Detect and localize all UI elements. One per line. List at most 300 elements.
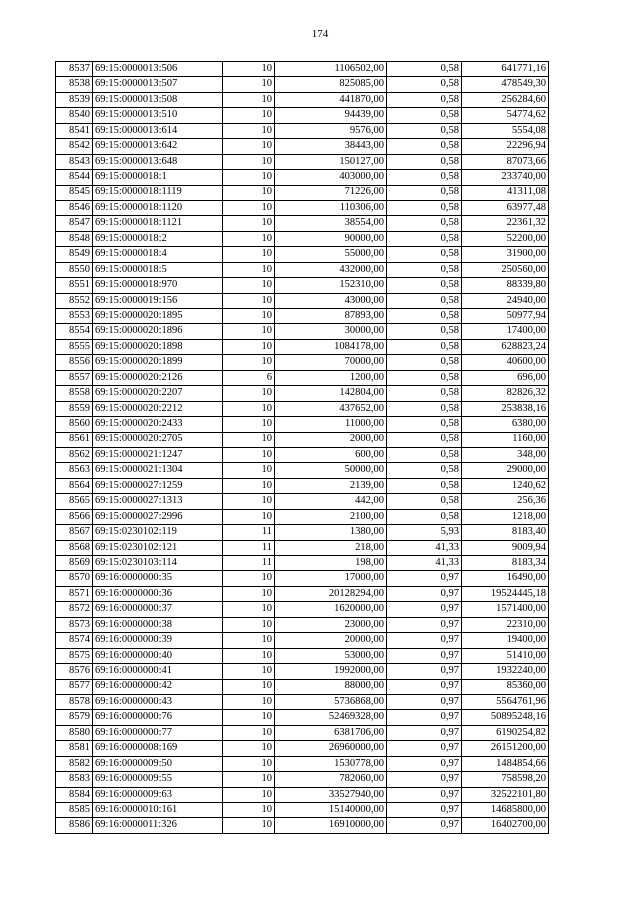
tax-rate-cell: 41,33 xyxy=(387,556,462,571)
tax-rate-cell: 0,58 xyxy=(387,216,462,231)
category-cell: 10 xyxy=(223,293,275,308)
table-row xyxy=(56,586,549,601)
tax-amount-cell: 63977,48 xyxy=(462,200,549,215)
tax-rate-cell: 0,58 xyxy=(387,108,462,123)
cadastral-number-cell: 69:16:0000000:38 xyxy=(93,617,223,632)
row-number-cell: 8564 xyxy=(56,478,93,493)
table-row xyxy=(56,108,549,123)
category-cell: 10 xyxy=(223,772,275,787)
tax-amount-cell: 14685800,00 xyxy=(462,803,549,818)
tax-amount-cell: 9009,94 xyxy=(462,540,549,555)
category-cell: 10 xyxy=(223,756,275,771)
tax-amount-cell: 256,36 xyxy=(462,494,549,509)
row-number-cell: 8551 xyxy=(56,278,93,293)
tax-rate-cell: 0,58 xyxy=(387,62,462,77)
category-cell: 10 xyxy=(223,432,275,447)
tax-amount-cell: 1932240,00 xyxy=(462,664,549,679)
cadastral-value-cell: 2000,00 xyxy=(275,432,387,447)
tax-amount-cell: 22361,32 xyxy=(462,216,549,231)
cadastral-value-cell: 11000,00 xyxy=(275,417,387,432)
category-cell: 10 xyxy=(223,478,275,493)
tax-amount-cell: 1484854,66 xyxy=(462,756,549,771)
cadastral-value-cell: 43000,00 xyxy=(275,293,387,308)
cadastral-number-cell: 69:16:0000000:42 xyxy=(93,679,223,694)
row-number-cell: 8577 xyxy=(56,679,93,694)
table-row xyxy=(56,339,549,354)
cadastral-number-cell: 69:16:0000000:77 xyxy=(93,725,223,740)
tax-amount-cell: 40600,00 xyxy=(462,355,549,370)
row-number-cell: 8545 xyxy=(56,185,93,200)
tax-rate-cell: 0,97 xyxy=(387,648,462,663)
tax-amount-cell: 26151200,00 xyxy=(462,741,549,756)
table-row xyxy=(56,123,549,138)
row-number-cell: 8541 xyxy=(56,123,93,138)
tax-rate-cell: 0,97 xyxy=(387,694,462,709)
tax-amount-cell: 8183,34 xyxy=(462,556,549,571)
table-row xyxy=(56,679,549,694)
row-number-cell: 8552 xyxy=(56,293,93,308)
cadastral-number-cell: 69:15:0000019:156 xyxy=(93,293,223,308)
category-cell: 10 xyxy=(223,494,275,509)
category-cell: 10 xyxy=(223,401,275,416)
row-number-cell: 8542 xyxy=(56,139,93,154)
table-row xyxy=(56,386,549,401)
table-row xyxy=(56,417,549,432)
row-number-cell: 8576 xyxy=(56,664,93,679)
cadastral-number-cell: 69:16:0000009:63 xyxy=(93,787,223,802)
table-row xyxy=(56,92,549,107)
land-register-table xyxy=(55,61,549,834)
cadastral-number-cell: 69:15:0000020:2705 xyxy=(93,432,223,447)
category-cell: 10 xyxy=(223,123,275,138)
category-cell: 10 xyxy=(223,386,275,401)
cadastral-value-cell: 403000,00 xyxy=(275,170,387,185)
tax-amount-cell: 87073,66 xyxy=(462,154,549,169)
tax-amount-cell: 1240,62 xyxy=(462,478,549,493)
category-cell: 11 xyxy=(223,556,275,571)
tax-amount-cell: 50895248,16 xyxy=(462,710,549,725)
table-row xyxy=(56,756,549,771)
tax-rate-cell: 0,58 xyxy=(387,401,462,416)
cadastral-number-cell: 69:15:0230102:119 xyxy=(93,525,223,540)
cadastral-number-cell: 69:16:0000000:36 xyxy=(93,586,223,601)
tax-amount-cell: 5554,08 xyxy=(462,123,549,138)
category-cell: 10 xyxy=(223,139,275,154)
tax-amount-cell: 41311,08 xyxy=(462,185,549,200)
row-number-cell: 8586 xyxy=(56,818,93,833)
tax-amount-cell: 19400,00 xyxy=(462,633,549,648)
cadastral-number-cell: 69:15:0000013:648 xyxy=(93,154,223,169)
table-row xyxy=(56,525,549,540)
table-row xyxy=(56,648,549,663)
table-row xyxy=(56,556,549,571)
cadastral-value-cell: 20128294,00 xyxy=(275,586,387,601)
row-number-cell: 8585 xyxy=(56,803,93,818)
row-number-cell: 8543 xyxy=(56,154,93,169)
category-cell: 6 xyxy=(223,370,275,385)
tax-rate-cell: 0,58 xyxy=(387,262,462,277)
row-number-cell: 8579 xyxy=(56,710,93,725)
tax-rate-cell: 0,97 xyxy=(387,725,462,740)
category-cell: 10 xyxy=(223,633,275,648)
row-number-cell: 8580 xyxy=(56,725,93,740)
tax-amount-cell: 51410,00 xyxy=(462,648,549,663)
cadastral-number-cell: 69:16:0000000:76 xyxy=(93,710,223,725)
cadastral-number-cell: 69:15:0000018:1121 xyxy=(93,216,223,231)
tax-rate-cell: 0,97 xyxy=(387,772,462,787)
category-cell: 10 xyxy=(223,648,275,663)
tax-rate-cell: 0,58 xyxy=(387,170,462,185)
table-row xyxy=(56,355,549,370)
tax-rate-cell: 0,58 xyxy=(387,309,462,324)
tax-rate-cell: 0,97 xyxy=(387,710,462,725)
cadastral-value-cell: 20000,00 xyxy=(275,633,387,648)
row-number-cell: 8559 xyxy=(56,401,93,416)
category-cell: 10 xyxy=(223,710,275,725)
table-row xyxy=(56,617,549,632)
cadastral-value-cell: 1380,00 xyxy=(275,525,387,540)
cadastral-value-cell: 30000,00 xyxy=(275,324,387,339)
row-number-cell: 8584 xyxy=(56,787,93,802)
tax-rate-cell: 0,97 xyxy=(387,633,462,648)
tax-amount-cell: 253838,16 xyxy=(462,401,549,416)
table-row xyxy=(56,602,549,617)
row-number-cell: 8574 xyxy=(56,633,93,648)
row-number-cell: 8554 xyxy=(56,324,93,339)
table-row xyxy=(56,710,549,725)
category-cell: 10 xyxy=(223,77,275,92)
cadastral-value-cell: 2100,00 xyxy=(275,509,387,524)
cadastral-value-cell: 71226,00 xyxy=(275,185,387,200)
tax-rate-cell: 0,58 xyxy=(387,278,462,293)
cadastral-value-cell: 90000,00 xyxy=(275,231,387,246)
table-row xyxy=(56,170,549,185)
cadastral-value-cell: 1200,00 xyxy=(275,370,387,385)
row-number-cell: 8566 xyxy=(56,509,93,524)
tax-rate-cell: 0,58 xyxy=(387,324,462,339)
table-row xyxy=(56,324,549,339)
tax-amount-cell: 1160,00 xyxy=(462,432,549,447)
cadastral-number-cell: 69:16:0000009:55 xyxy=(93,772,223,787)
table-row xyxy=(56,803,549,818)
category-cell: 10 xyxy=(223,586,275,601)
tax-amount-cell: 5564761,96 xyxy=(462,694,549,709)
tax-amount-cell: 250560,00 xyxy=(462,262,549,277)
tax-rate-cell: 0,58 xyxy=(387,494,462,509)
category-cell: 10 xyxy=(223,92,275,107)
row-number-cell: 8563 xyxy=(56,463,93,478)
tax-amount-cell: 256284,60 xyxy=(462,92,549,107)
category-cell: 10 xyxy=(223,62,275,77)
cadastral-value-cell: 94439,00 xyxy=(275,108,387,123)
row-number-cell: 8570 xyxy=(56,571,93,586)
tax-amount-cell: 233740,00 xyxy=(462,170,549,185)
tax-rate-cell: 0,97 xyxy=(387,602,462,617)
table-row xyxy=(56,447,549,462)
table-row xyxy=(56,401,549,416)
cadastral-value-cell: 150127,00 xyxy=(275,154,387,169)
cadastral-number-cell: 69:15:0000013:510 xyxy=(93,108,223,123)
cadastral-value-cell: 437652,00 xyxy=(275,401,387,416)
cadastral-value-cell: 23000,00 xyxy=(275,617,387,632)
tax-rate-cell: 0,58 xyxy=(387,463,462,478)
cadastral-number-cell: 69:15:0000021:1304 xyxy=(93,463,223,478)
table-row xyxy=(56,725,549,740)
tax-rate-cell: 0,97 xyxy=(387,571,462,586)
cadastral-value-cell: 9576,00 xyxy=(275,123,387,138)
cadastral-number-cell: 69:15:0000018:1119 xyxy=(93,185,223,200)
table-row xyxy=(56,664,549,679)
category-cell: 10 xyxy=(223,309,275,324)
cadastral-number-cell: 69:15:0000020:2433 xyxy=(93,417,223,432)
row-number-cell: 8557 xyxy=(56,370,93,385)
cadastral-value-cell: 198,00 xyxy=(275,556,387,571)
table-row xyxy=(56,247,549,262)
row-number-cell: 8583 xyxy=(56,772,93,787)
tax-rate-cell: 0,58 xyxy=(387,123,462,138)
tax-rate-cell: 0,58 xyxy=(387,509,462,524)
cadastral-value-cell: 142804,00 xyxy=(275,386,387,401)
tax-rate-cell: 0,58 xyxy=(387,185,462,200)
tax-amount-cell: 8183,40 xyxy=(462,525,549,540)
table-row xyxy=(56,818,549,833)
row-number-cell: 8568 xyxy=(56,540,93,555)
cadastral-value-cell: 87893,00 xyxy=(275,309,387,324)
cadastral-value-cell: 1620000,00 xyxy=(275,602,387,617)
cadastral-number-cell: 69:15:0000018:4 xyxy=(93,247,223,262)
cadastral-value-cell: 38554,00 xyxy=(275,216,387,231)
table-row xyxy=(56,231,549,246)
tax-amount-cell: 17400,00 xyxy=(462,324,549,339)
tax-rate-cell: 0,97 xyxy=(387,679,462,694)
row-number-cell: 8571 xyxy=(56,586,93,601)
category-cell: 10 xyxy=(223,509,275,524)
table-row xyxy=(56,262,549,277)
cadastral-number-cell: 69:15:0000013:507 xyxy=(93,77,223,92)
cadastral-number-cell: 69:16:0000011:326 xyxy=(93,818,223,833)
cadastral-value-cell: 442,00 xyxy=(275,494,387,509)
tax-amount-cell: 19524445,18 xyxy=(462,586,549,601)
row-number-cell: 8553 xyxy=(56,309,93,324)
category-cell: 10 xyxy=(223,278,275,293)
cadastral-number-cell: 69:16:0000000:37 xyxy=(93,602,223,617)
row-number-cell: 8561 xyxy=(56,432,93,447)
cadastral-value-cell: 50000,00 xyxy=(275,463,387,478)
cadastral-number-cell: 69:15:0000018:2 xyxy=(93,231,223,246)
tax-amount-cell: 1571400,00 xyxy=(462,602,549,617)
category-cell: 10 xyxy=(223,355,275,370)
cadastral-value-cell: 6381706,00 xyxy=(275,725,387,740)
category-cell: 10 xyxy=(223,200,275,215)
cadastral-value-cell: 1084178,00 xyxy=(275,339,387,354)
cadastral-number-cell: 69:15:0000021:1247 xyxy=(93,447,223,462)
category-cell: 10 xyxy=(223,679,275,694)
cadastral-value-cell: 70000,00 xyxy=(275,355,387,370)
row-number-cell: 8560 xyxy=(56,417,93,432)
row-number-cell: 8537 xyxy=(56,62,93,77)
tax-amount-cell: 16402700,00 xyxy=(462,818,549,833)
tax-amount-cell: 85360,00 xyxy=(462,679,549,694)
category-cell: 11 xyxy=(223,525,275,540)
cadastral-number-cell: 69:16:0000000:40 xyxy=(93,648,223,663)
cadastral-number-cell: 69:15:0000020:2207 xyxy=(93,386,223,401)
tax-amount-cell: 22310,00 xyxy=(462,617,549,632)
cadastral-value-cell: 218,00 xyxy=(275,540,387,555)
category-cell: 10 xyxy=(223,108,275,123)
cadastral-number-cell: 69:15:0000020:2126 xyxy=(93,370,223,385)
row-number-cell: 8548 xyxy=(56,231,93,246)
tax-amount-cell: 6380,00 xyxy=(462,417,549,432)
cadastral-value-cell: 16910000,00 xyxy=(275,818,387,833)
cadastral-value-cell: 52469328,00 xyxy=(275,710,387,725)
table-row xyxy=(56,494,549,509)
table-row xyxy=(56,293,549,308)
row-number-cell: 8539 xyxy=(56,92,93,107)
table-row xyxy=(56,216,549,231)
cadastral-number-cell: 69:15:0000013:508 xyxy=(93,92,223,107)
cadastral-value-cell: 15140000,00 xyxy=(275,803,387,818)
tax-rate-cell: 0,58 xyxy=(387,478,462,493)
tax-rate-cell: 0,97 xyxy=(387,756,462,771)
category-cell: 10 xyxy=(223,247,275,262)
tax-amount-cell: 88339,80 xyxy=(462,278,549,293)
row-number-cell: 8569 xyxy=(56,556,93,571)
category-cell: 10 xyxy=(223,154,275,169)
tax-amount-cell: 24940,00 xyxy=(462,293,549,308)
row-number-cell: 8550 xyxy=(56,262,93,277)
category-cell: 10 xyxy=(223,617,275,632)
tax-rate-cell: 0,58 xyxy=(387,139,462,154)
cadastral-value-cell: 152310,00 xyxy=(275,278,387,293)
tax-amount-cell: 52200,00 xyxy=(462,231,549,246)
cadastral-number-cell: 69:16:0000000:43 xyxy=(93,694,223,709)
table-row xyxy=(56,478,549,493)
category-cell: 10 xyxy=(223,262,275,277)
table-row xyxy=(56,772,549,787)
tax-rate-cell: 0,58 xyxy=(387,447,462,462)
tax-rate-cell: 0,97 xyxy=(387,741,462,756)
cadastral-value-cell: 26960000,00 xyxy=(275,741,387,756)
table-row xyxy=(56,154,549,169)
cadastral-number-cell: 69:16:0000000:41 xyxy=(93,664,223,679)
tax-rate-cell: 0,58 xyxy=(387,247,462,262)
tax-rate-cell: 0,58 xyxy=(387,339,462,354)
row-number-cell: 8540 xyxy=(56,108,93,123)
table-row xyxy=(56,62,549,77)
tax-rate-cell: 0,97 xyxy=(387,586,462,601)
table-row xyxy=(56,370,549,385)
tax-amount-cell: 82826,32 xyxy=(462,386,549,401)
table-row xyxy=(56,540,549,555)
row-number-cell: 8572 xyxy=(56,602,93,617)
table-row xyxy=(56,432,549,447)
tax-rate-cell: 0,58 xyxy=(387,92,462,107)
cadastral-value-cell: 1992000,00 xyxy=(275,664,387,679)
cadastral-value-cell: 432000,00 xyxy=(275,262,387,277)
tax-rate-cell: 0,58 xyxy=(387,293,462,308)
category-cell: 10 xyxy=(223,447,275,462)
tax-rate-cell: 0,58 xyxy=(387,386,462,401)
tax-rate-cell: 0,97 xyxy=(387,664,462,679)
cadastral-number-cell: 69:15:0230103:114 xyxy=(93,556,223,571)
tax-rate-cell: 0,97 xyxy=(387,803,462,818)
cadastral-number-cell: 69:16:0000000:35 xyxy=(93,571,223,586)
cadastral-number-cell: 69:15:0230102:121 xyxy=(93,540,223,555)
table-row xyxy=(56,200,549,215)
cadastral-value-cell: 600,00 xyxy=(275,447,387,462)
table-row xyxy=(56,278,549,293)
cadastral-number-cell: 69:15:0000020:1896 xyxy=(93,324,223,339)
cadastral-value-cell: 5736868,00 xyxy=(275,694,387,709)
cadastral-number-cell: 69:15:0000018:1120 xyxy=(93,200,223,215)
category-cell: 10 xyxy=(223,694,275,709)
cadastral-value-cell: 2139,00 xyxy=(275,478,387,493)
category-cell: 10 xyxy=(223,818,275,833)
tax-rate-cell: 0,58 xyxy=(387,231,462,246)
row-number-cell: 8573 xyxy=(56,617,93,632)
tax-rate-cell: 0,58 xyxy=(387,355,462,370)
tax-rate-cell: 5,93 xyxy=(387,525,462,540)
cadastral-value-cell: 88000,00 xyxy=(275,679,387,694)
row-number-cell: 8567 xyxy=(56,525,93,540)
row-number-cell: 8578 xyxy=(56,694,93,709)
tax-amount-cell: 348,00 xyxy=(462,447,549,462)
tax-amount-cell: 29000,00 xyxy=(462,463,549,478)
cadastral-value-cell: 17000,00 xyxy=(275,571,387,586)
category-cell: 10 xyxy=(223,741,275,756)
cadastral-value-cell: 55000,00 xyxy=(275,247,387,262)
tax-amount-cell: 50977,94 xyxy=(462,309,549,324)
tax-rate-cell: 0,97 xyxy=(387,818,462,833)
tax-amount-cell: 16490,00 xyxy=(462,571,549,586)
tax-rate-cell: 41,33 xyxy=(387,540,462,555)
tax-amount-cell: 758598,20 xyxy=(462,772,549,787)
cadastral-value-cell: 53000,00 xyxy=(275,648,387,663)
cadastral-number-cell: 69:15:0000020:1898 xyxy=(93,339,223,354)
category-cell: 10 xyxy=(223,664,275,679)
table-row xyxy=(56,309,549,324)
tax-rate-cell: 0,97 xyxy=(387,787,462,802)
tax-rate-cell: 0,58 xyxy=(387,77,462,92)
category-cell: 10 xyxy=(223,339,275,354)
category-cell: 10 xyxy=(223,324,275,339)
category-cell: 10 xyxy=(223,602,275,617)
cadastral-number-cell: 69:15:0000020:1899 xyxy=(93,355,223,370)
cadastral-number-cell: 69:15:0000013:642 xyxy=(93,139,223,154)
tax-amount-cell: 54774,62 xyxy=(462,108,549,123)
row-number-cell: 8562 xyxy=(56,447,93,462)
row-number-cell: 8575 xyxy=(56,648,93,663)
row-number-cell: 8549 xyxy=(56,247,93,262)
cadastral-number-cell: 69:15:0000018:5 xyxy=(93,262,223,277)
cadastral-value-cell: 1530778,00 xyxy=(275,756,387,771)
table-row xyxy=(56,787,549,802)
cadastral-value-cell: 33527940,00 xyxy=(275,787,387,802)
row-number-cell: 8581 xyxy=(56,741,93,756)
category-cell: 11 xyxy=(223,540,275,555)
tax-amount-cell: 22296,94 xyxy=(462,139,549,154)
category-cell: 10 xyxy=(223,725,275,740)
row-number-cell: 8582 xyxy=(56,756,93,771)
cadastral-number-cell: 69:15:0000027:1313 xyxy=(93,494,223,509)
table-row xyxy=(56,185,549,200)
category-cell: 10 xyxy=(223,216,275,231)
cadastral-number-cell: 69:15:0000013:614 xyxy=(93,123,223,138)
tax-rate-cell: 0,58 xyxy=(387,432,462,447)
tax-rate-cell: 0,58 xyxy=(387,154,462,169)
cadastral-number-cell: 69:16:0000009:50 xyxy=(93,756,223,771)
cadastral-number-cell: 69:16:0000010:161 xyxy=(93,803,223,818)
